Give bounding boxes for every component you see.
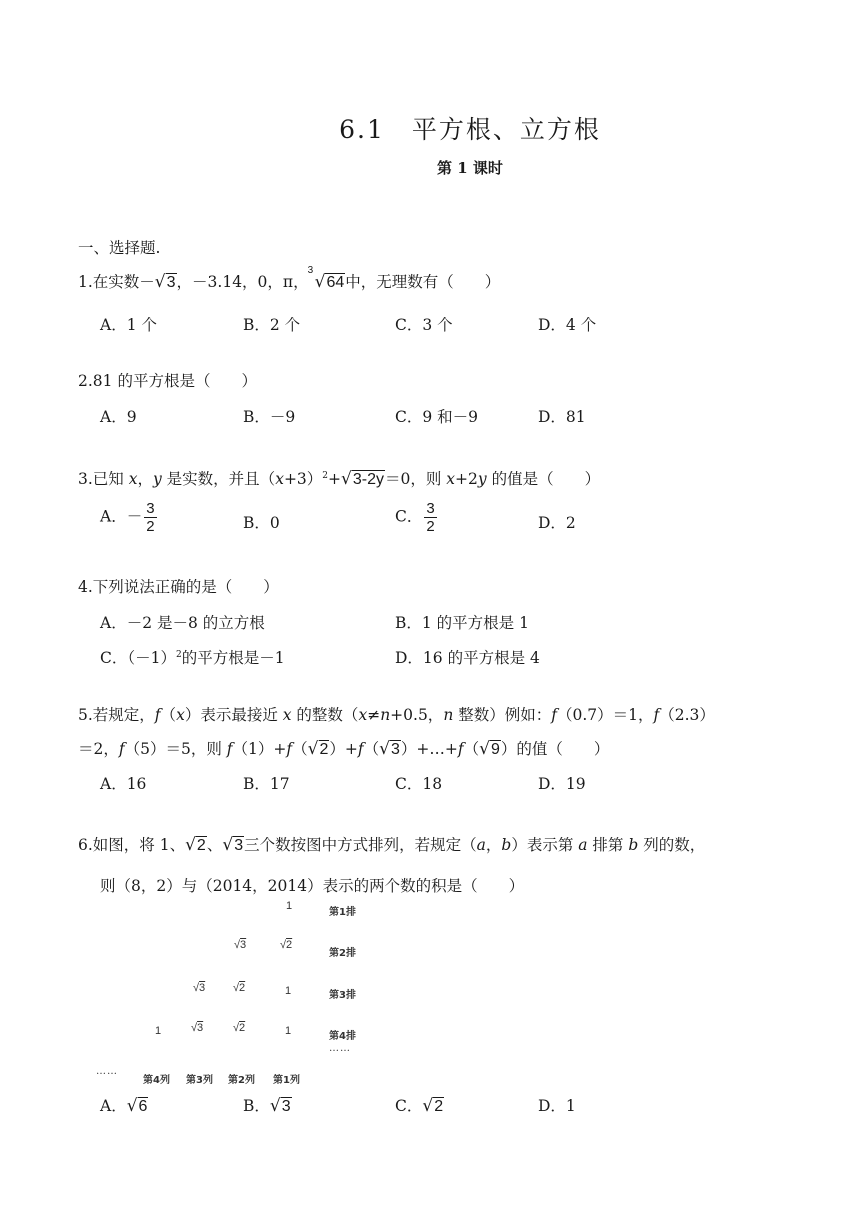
fig-row-1-label: 第1排 [329,907,356,918]
q1-option-d: D．4 个 [538,316,597,334]
q6-option-c: C．√2 [395,1096,444,1116]
q3-option-a: A．－ $\frac{3}{2}$ [100,500,155,535]
fig-row-4-label: 第4排 [329,1031,356,1042]
fig-col-2-label: 第2列 [228,1075,255,1086]
fig-r3-c2: √2 [233,982,246,994]
question-3: 3.已知 x，y 是实数，并且$(x+3)^2+√3-2y=0$，则 x+2y 的值是（ ） [78,469,601,489]
question-2: 2.81 的平方根是（ ） [78,372,257,390]
sqrt-3: √3 [379,739,400,759]
q2-option-c: C．9 和－9 [395,408,479,426]
page-subtitle: 第 1 课时 [437,159,503,177]
q5-option-a: A．16 [100,775,147,793]
page-title: 6.1 平方根、立方根 [339,115,601,144]
question-4: 4.下列说法正确的是（ ） [78,578,279,596]
fig-cols-ellipsis: …… [96,1066,118,1077]
sqrt-3: √3 [154,272,176,292]
fig-col-3-label: 第3列 [186,1075,213,1086]
question-6-line-1: 6.如图，将 1、√2、√3三个数按图中方式排列，若规定（a，b）表示第 a 排第 b 列的数， [78,835,706,855]
q4-option-d: D．16 的平方根是 4 [395,649,540,667]
fig-r4-c4: 1 [155,1025,162,1037]
sqrt-3: √3 [222,835,244,855]
fig-r2-c1: √2 [280,939,293,951]
q4-option-b: B．1 的平方根是 1 [395,614,529,632]
q3-option-d: D．2 [538,514,576,532]
fraction-neg-3-2: $\frac{3}{2}$ [146,500,155,535]
q2-option-d: D．81 [538,408,586,426]
q6-option-b: B．√3 [243,1096,291,1116]
q5-option-d: D．19 [538,775,586,793]
fig-r4-c1: 1 [285,1025,292,1037]
fraction-3-2: $\frac{3}{2}$ [426,500,435,535]
question-1: 1.在实数－√3，－3.14，0，π， 3 √64中，无理数有（ ） [78,265,501,292]
sqrt-9: √9 [479,739,500,759]
fig-rows-ellipsis: …… [329,1043,351,1054]
sqrt-2: √2 [307,739,329,759]
fig-r3-c1: 1 [285,985,292,997]
question-5-line-1: 5.若规定，f（x）表示最接近 x 的整数（x≠n+0.5，n 整数）例如：f（0.7）＝1，f（2.3） [78,706,715,724]
sqrt-2: √2 [422,1096,444,1116]
sqrt-2: √2 [185,835,206,855]
q4-option-c: C．$(-1)^2$的平方根是－1 [100,649,285,667]
question-5-line-2: ＝2，f（5）＝5，则 f（1）+f（√2）+f（√3）+…+f（√9）的值（ ） [78,739,610,759]
fig-r3-c3: √3 [193,982,206,994]
fig-r1-c1: 1 [286,900,293,912]
question-6-line-2: 则（8，2）与（2014，2014）表示的两个数的积是（ ） [100,877,525,895]
q6-option-d: D．1 [538,1097,576,1115]
fig-col-4-label: 第4列 [143,1075,170,1086]
fig-r4-c3: √3 [191,1022,204,1034]
fig-row-3-label: 第3排 [329,990,356,1001]
q2-option-b: B．－9 [243,408,296,426]
q5-option-b: B．17 [243,775,290,793]
q5-option-c: C．18 [395,775,443,793]
q3-option-b: B．0 [243,514,280,532]
fig-col-1-label: 第1列 [273,1075,300,1086]
cube-root-64: 3 √64 [307,265,345,292]
q1-option-c: C．3 个 [395,316,453,334]
sqrt-6: √6 [126,1096,148,1116]
q3-option-c: C． $\frac{3}{2}$ [395,500,435,535]
q6-option-a: A．√6 [100,1096,148,1116]
fig-r4-c2: √2 [233,1022,246,1034]
q4-option-a: A．－2 是－8 的立方根 [100,614,265,632]
fig-row-2-label: 第2排 [329,948,356,959]
section-heading: 一、选择题. [78,239,161,257]
sqrt-3: √3 [269,1096,291,1116]
q1-option-a: A．1 个 [100,316,157,334]
fig-r2-c2: √3 [234,939,247,951]
q1-option-b: B．2 个 [243,316,301,334]
sqrt-3-2y: √3-2y [341,469,384,489]
q2-option-a: A．9 [100,408,137,426]
